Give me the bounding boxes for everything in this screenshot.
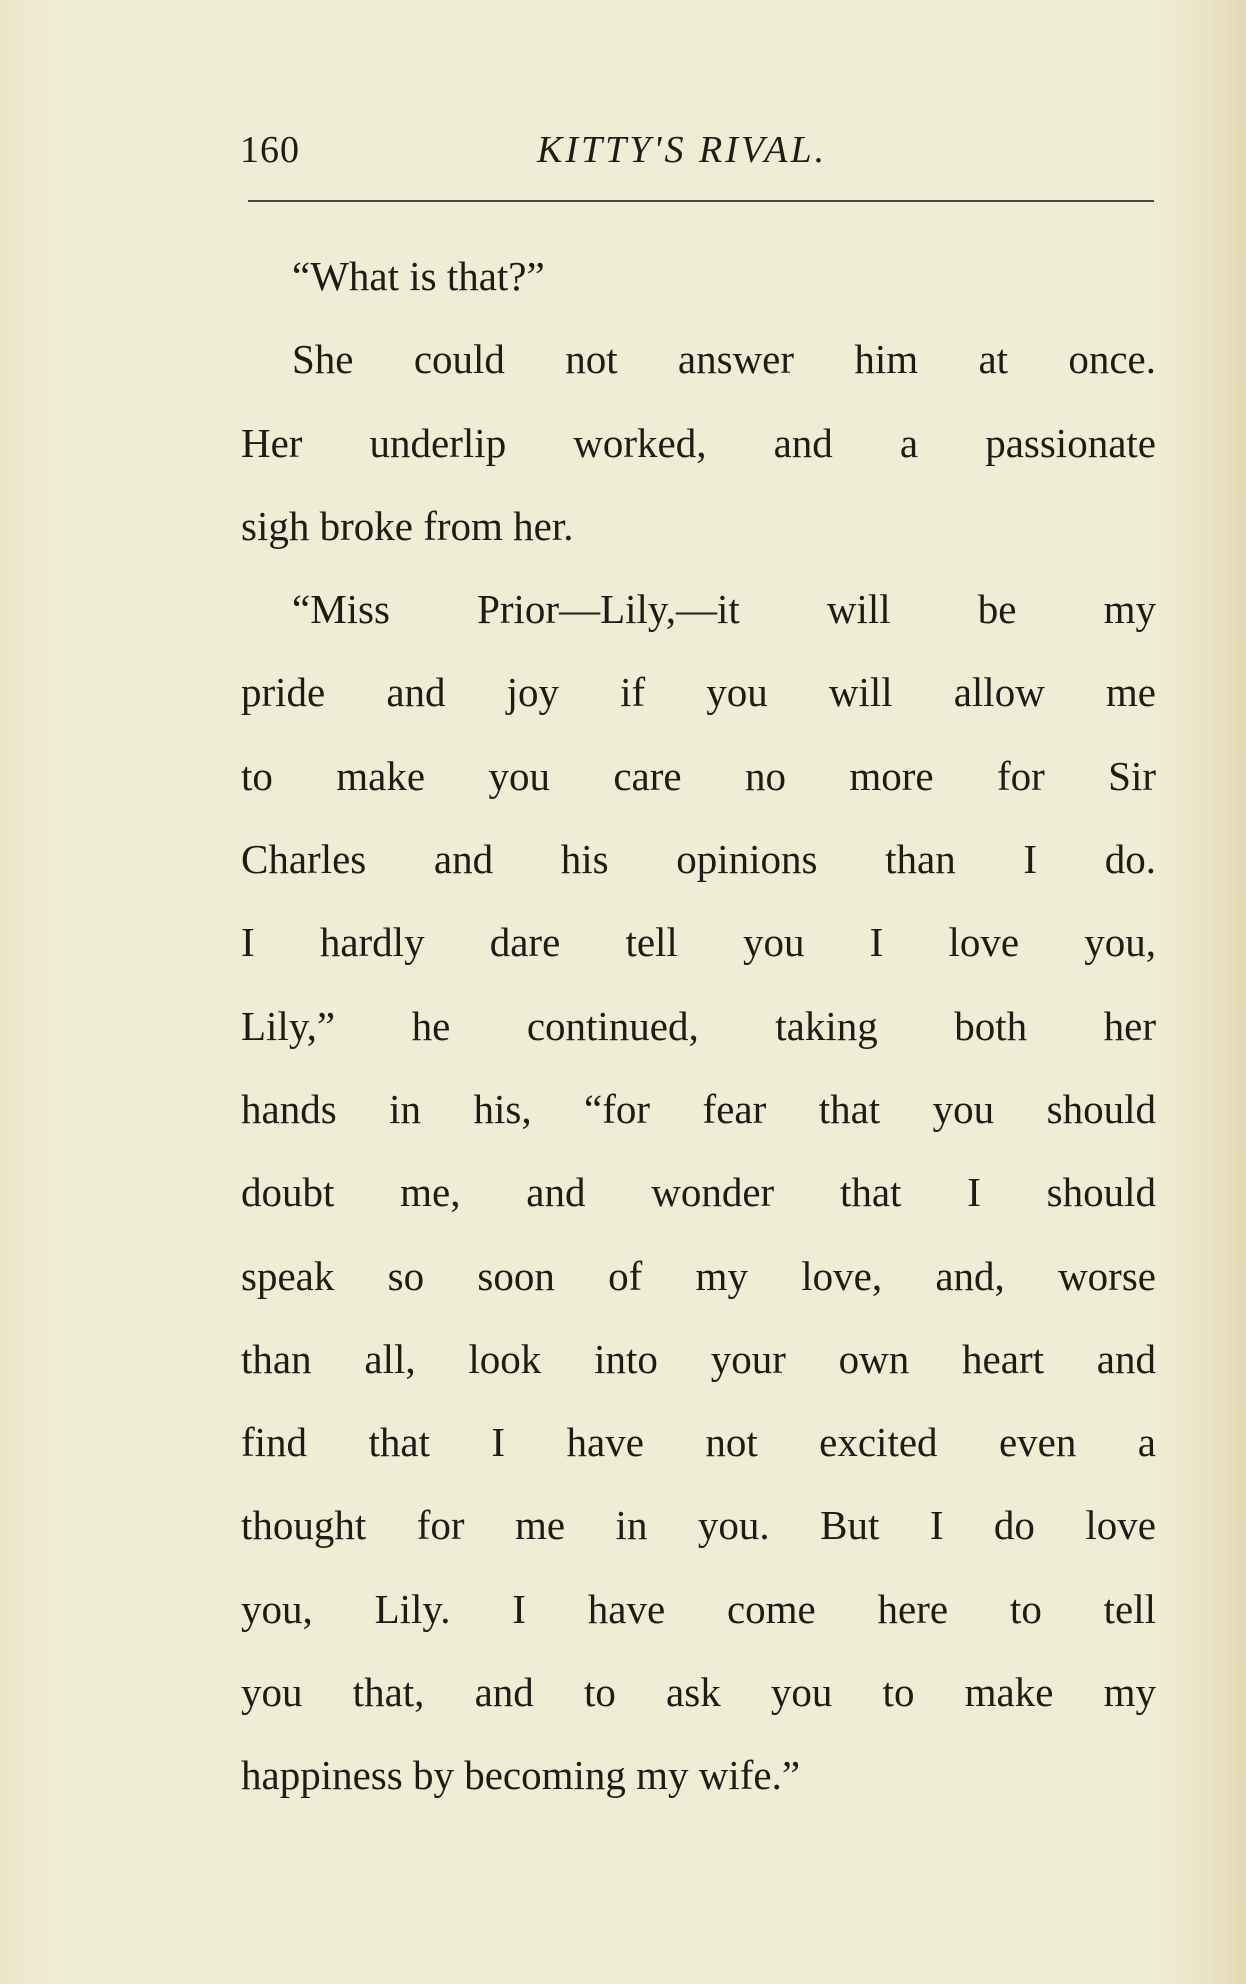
text-line: you, Lily. I have come here to tell [241,1585,1156,1632]
text-line: She could not answer him at once. [292,336,1156,383]
running-title: KITTY'S RIVAL. [537,129,828,171]
text-line: to make you care no more for Sir [241,752,1156,799]
text-line: happiness by becoming my wife.” [241,1752,801,1799]
body-text [241,235,1156,1818]
text-line: pride and joy if you will allow me [241,669,1156,716]
page-number: 160 [240,129,300,171]
text-line: Lily,” he continued, taking both her [241,1002,1156,1049]
text-line: “What is that?” [292,253,545,299]
text-line: Charles and his opinions than I do. [241,836,1156,883]
text-line: I hardly dare tell you I love you, [241,919,1156,966]
text-line: doubt me, and wonder that I should [241,1169,1156,1216]
header-rule [248,200,1154,202]
text-line: speak so soon of my love, and, worse [241,1252,1156,1299]
text-line: you that, and to ask you to make my [241,1669,1156,1716]
text-line: sigh broke from her. [241,502,574,549]
page-header [240,128,1154,176]
text-line: hands in his, “for fear that you should [241,1085,1156,1132]
text-line: Her underlip worked, and a passionate [241,419,1156,466]
text-line: “Miss Prior—Lily,—it will be my [292,586,1156,633]
text-line: than all, look into your own heart and [241,1335,1156,1382]
text-line: find that I have not excited even a [241,1419,1156,1466]
text-line: thought for me in you. But I do love [241,1502,1156,1549]
